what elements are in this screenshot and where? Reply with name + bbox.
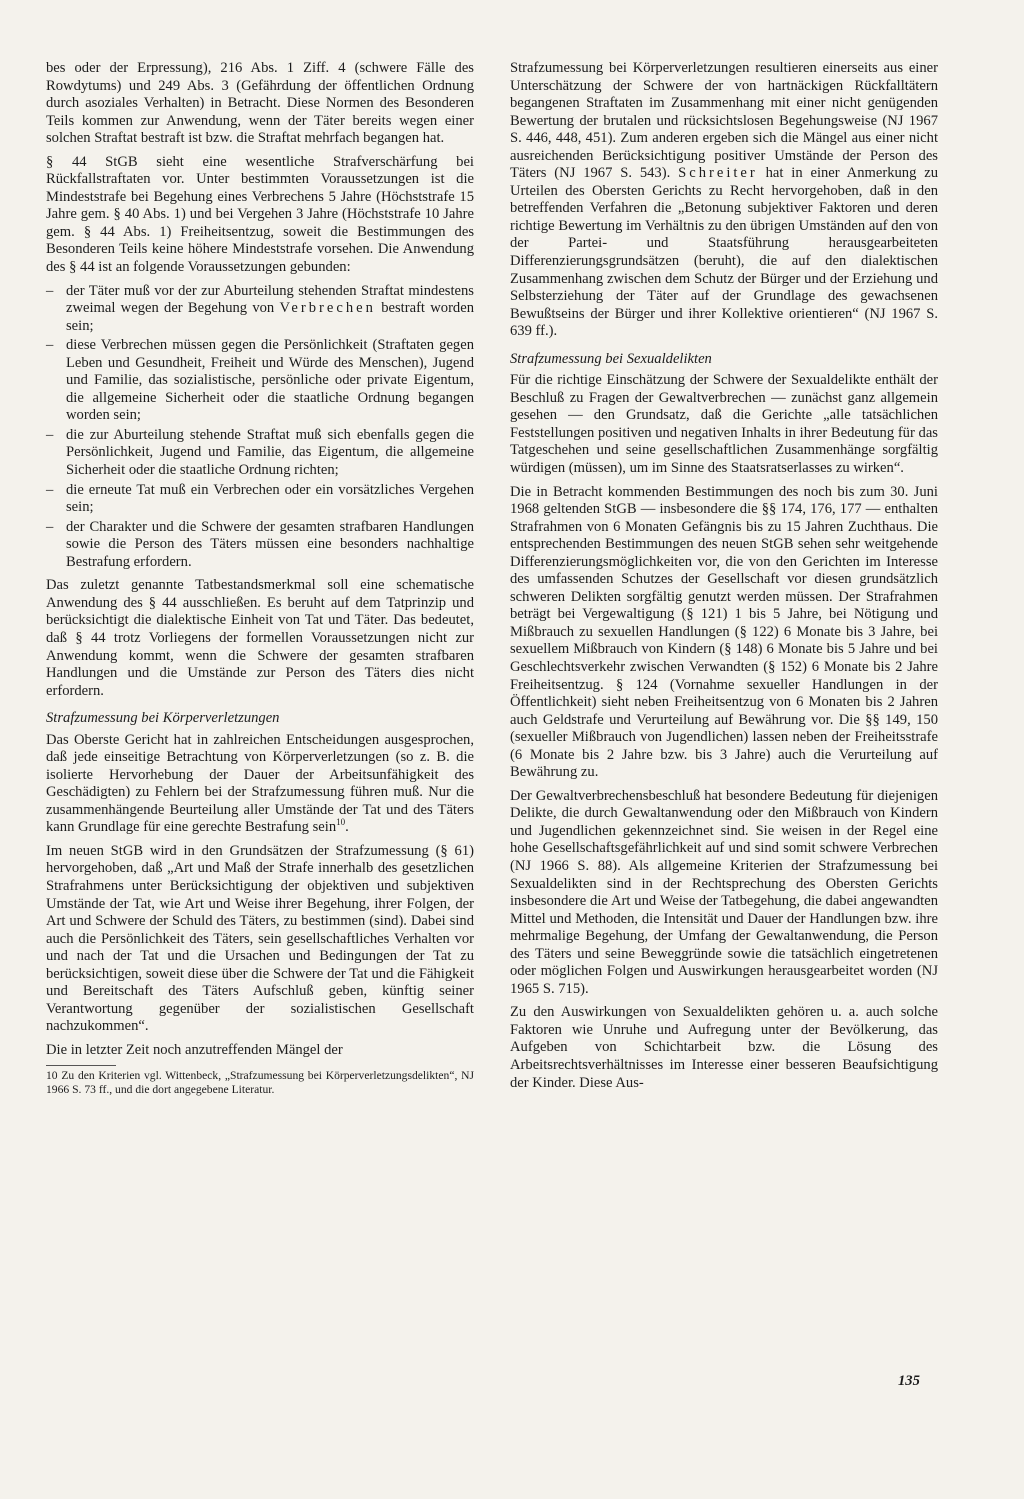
paragraph-text: Strafzumessung bei Körperverletzungen resultieren einerseits aus einer Unterschätzung der Schwere der von hartnäckigen Rückfalltätern begangenen Straftaten im Zusammenhang mit einer nicht genügenden Bewertung der brutalen und rücksichtslosen Begehungsweise (NJ 1967 S. 446, 448, 451). Zum anderen ergeben sich die Mängel aus einer nicht ausreichenden Berücksichtigung positiver Umstände der Person des Täters (NJ 1967 S. 543). bbox=[510, 60, 938, 182]
paragraph-text: hat in einer Anmerkung zu Urteilen des Obersten Gerichts zu Recht hervorgehoben, daß in den betreffenden Verfahren die „Betonung subjektiver Faktoren und deren richtige Bewertung im Verhältnis zu den übrigen Umständen auf den von der Partei- und Staatsführung herausgearbeiteten Differenzierungsgrundsätzen (beruht), die auf den dialektischen Zusammenhang zwischen dem Schutz der Bürger und der Erziehung und Selbsterziehung der Täter auf der Grundlage des gewachsenen Bewußtseins der Bürger und ihrer Kollektive orientieren“ (NJ 1967 S. 639 ff.). bbox=[510, 165, 938, 340]
paragraph: Zu den Auswirkungen von Sexualdelikten gehören u. a. auch solche Faktoren wie Unruhe und Aufregung unter der Bevölkerung, das Aufgeben von Schichtarbeit bzw. die Lösung des Arbeitsrechtsverhältnisses im Interesse einer besseren Beaufsichtigung der Kinder. Diese Aus- bbox=[510, 1004, 938, 1091]
list-item: – die erneute Tat muß ein Verbrechen oder ein vorsätzliches Vergehen sein; bbox=[46, 482, 474, 517]
section-heading: Strafzumessung bei Körperverletzungen bbox=[46, 710, 280, 727]
left-column bbox=[46, 60, 474, 1097]
footnote: 10 Zu den Kriterien vgl. Wittenbeck, „Strafzumessung bei Körperverletzungsdelikten“, NJ 1966 S. 73 ff., und die dort angegebene Literatur. bbox=[46, 1069, 474, 1097]
paragraph: Das zuletzt genannte Tatbestandsmerkmal soll eine schematische Anwendung des § 44 ausschließen. Es beruht auf dem Tatprinzip und berücksichtigt die dialektische Einheit von Tat und Täter. Das bedeutet, daß § 44 trotz Vorliegens der formellen Voraussetzungen nicht zur Anwendung kommt, wenn die Schwere der gesamten strafbaren Handlungen und die Umstände zur Person des Täters dies nicht erfordern. bbox=[46, 577, 474, 699]
paragraph: bes oder der Erpressung), 216 Abs. 1 Ziff. 4 (schwere Fälle des Rowdytums) und 249 Abs. 3 (Gefährdung der öffentlichen Ordnung durch asoziales Verhalten) in Betracht. Diese Normen des Besonderen Teils kommen zur Anwendung, wenn der Täter bereits wegen einer solchen Straftat bestraft ist bzw. die Straftat mehrfach begangen hat. bbox=[46, 60, 474, 147]
requirements-list bbox=[46, 283, 474, 572]
spaced-word: Schreiter bbox=[678, 165, 758, 182]
list-item bbox=[46, 283, 474, 336]
list-item-text: bestraft worden sein; bbox=[66, 300, 474, 334]
paragraph: Das Oberste Gericht hat in zahlreichen Entscheidungen ausgesprochen, daß jede einseitige Betrachtung von Körperverletzungen (so z. B. die isolierte Hervorhebung der Dauer der Arbeitsunfähigkeit des Geschädigten) zu Fehlern bei der Strafzumessung führen muß. Nur die zusammenhängende Beurteilung aller Umstände der Tat und des Täters kann Grundlage für eine gerechte Bestrafung sein$^{10}$. bbox=[46, 731, 474, 836]
right-column bbox=[510, 60, 938, 1098]
paragraph: Im neuen StGB wird in den Grundsätzen der Strafzumessung (§ 61) hervorgehoben, daß „Art und Maß der Strafe innerhalb des gesetzlichen Strafrahmens unter Berücksichtigung der objektiven und subjektiven Umstände der Tat, wie Art und Weise ihrer Begehung, ihrer Folgen, der Art und Schwere der Schuld des Täters, zu bestimmen (sind). Dabei sind auch die Persönlichkeit des Täters, sein gesellschaftliches Verhalten vor und nach der Tat und die Ursachen und Bedingungen der Tat zu berücksichtigen, soweit diese über die Schwere der Tat und die Fähigkeit und Bereitschaft des Täters Aufschluß geben, künftig seiner Verantwortung gegenüber der sozialistischen Gesellschaft nachzukommen“. bbox=[46, 842, 474, 1035]
paragraph: Für die richtige Einschätzung der Schwere der Sexualdelikte enthält der Beschluß zu Fragen der Gewaltverbrechen — zunächst ganz allgemein gesehen — den Grundsatz, daß die Gerichte „alle tatsächlichen Feststellungen positiven und negativen Inhalts in ihrer Bedeutung für das Tatgeschehen und seine gesellschaftlichen Zusammenhänge sorgfältig würdigen (müssen), um im Sinne des Staatsratserlasses zu wirken“. bbox=[510, 372, 938, 476]
spaced-word: Verbrechen bbox=[279, 300, 376, 317]
paragraph: Der Gewaltverbrechensbeschluß hat besondere Bedeutung für diejenigen Delikte, die durch Gewaltanwendung oder den Mißbrauch von Kindern und Jugendlichen gekennzeichnet sind. Sie weisen in der Regel eine hohe Gesellschaftsgefährlichkeit auf und sind somit schwere Verbrechen (NJ 1966 S. 88). Als allgemeine Kriterien der Strafzumessung bei Sexualdelikten sind in der Rechtsprechung des Obersten Gerichts insbesondere die Art und Weise der Tatbegehung, die dabei angewandten Mittel und Methoden, die Intensität und Dauer der Handlungen bzw. ihre mehrmalige Begehung, der Umfang der Gewaltanwendung, die Person des Täters und seine Beweggründe sowie die tatsächlich eingetretenen oder möglichen Folgen und Auswirkungen herausgearbeitet worden (NJ 1965 S. 715). bbox=[510, 787, 938, 997]
footnote-rule bbox=[46, 1065, 116, 1066]
list-item: – die zur Aburteilung stehende Straftat muß sich ebenfalls gegen die Persönlichkeit, Jugend und Familie, das Eigentum, die allgemeine Sicherheit oder die staatliche Ordnung richten; bbox=[46, 427, 474, 480]
list-item: – der Charakter und die Schwere der gesamten strafbaren Handlungen sowie die Person des Täters müssen eine besonders nachhaltige Bestrafung erfordern. bbox=[46, 519, 474, 572]
paragraph bbox=[510, 60, 938, 341]
list-item-text: der Täter muß vor der zur Aburteilung stehenden Straftat mindestens zweimal wegen der Begehung von bbox=[66, 282, 474, 317]
paragraph: Die in Betracht kommenden Bestimmungen des noch bis zum 30. Juni 1968 geltenden StGB — insbesondere die §§ 174, 176, 177 — enthalten Strafrahmen von 6 Monaten Gefängnis bis zu 15 Jahren Zuchthaus. Die entsprechenden Bestimmungen des neuen StGB sehen sehr weitgehende Differenzierungsmöglichkeiten vor, die von den Gerichten im Interesse des umfassenden Schutzes der Gesellschaft vor diesen grundsätzlich schweren Delikten sorgfältig genutzt werden müssen. Der Strafrahmen beträgt bei Vergewaltigung (§ 121) 1 bis 5 Jahre, bei Nötigung und Mißbrauch zu sexuellen Handlungen (§ 122) 6 Monate bis 3 Jahre, bei sexuellem Mißbrauch von Kindern (§ 148) 6 Monate bis 5 Jahre und bei Geschlechtsverkehr zwischen Verwandten (§ 152) 6 Monate bis 2 Jahre Freiheitsentzug. § 124 (Vornahme sexueller Handlungen in der Öffentlichkeit) sieht neben Freiheitsentzug von 6 Monaten bis 2 Jahren auch Geldstrafe und Verurteilung auf Bewährung vor. Die §§ 149, 150 (sexueller Mißbrauch von Jugendlichen) lassen neben der Freiheitsstrafe (6 Monate bis 2 Jahre bzw. bis 3 Jahre) auch die Verurteilung auf Bewährung zu. bbox=[510, 483, 938, 781]
paragraph: Die in letzter Zeit noch anzutreffenden Mängel der bbox=[46, 1041, 343, 1058]
section-heading: Strafzumessung bei Sexualdelikten bbox=[510, 350, 712, 367]
page-number: 135 bbox=[898, 1373, 920, 1389]
paragraph-text: Das Oberste Gericht hat in zahlreichen Entscheidungen ausgesprochen, daß jede einseitige Betrachtung von Körperverletzungen (so z. B. die isolierte Hervorhebung der Dauer der Arbeitsunfähigkeit des Geschädigten) zu Fehlern bei der Strafzumessung führen muß. Nur die zusammenhängende Beurteilung aller Umstände der Tat und des Täters kann Grundlage für eine gerechte Bestrafung sein bbox=[46, 731, 474, 836]
paragraph: § 44 StGB sieht eine wesentliche Strafverschärfung bei Rückfallstraftaten vor. Unter bestimmten Voraussetzungen ist die Mindeststrafe bei Begehung eines Verbrechens 5 Jahre (Höchststrafe 15 Jahre gem. § 40 Abs. 1) und bei Vergehen 3 Jahre (Höchststrafe 10 Jahre gem. § 44 Abs. 1) Freiheitsentzug, soweit die Bestimmungen des Besonderen Teils keine höhere Mindeststrafe vorsehen. Die Anwendung des § 44 ist an folgende Voraussetzungen gebunden: bbox=[46, 153, 474, 276]
list-item: – diese Verbrechen müssen gegen die Persönlichkeit (Straftaten gegen Leben und Gesundheit, Freiheit und Würde des Menschen), Jugend und Familie, das sozialistische, persönliche oder private Eigentum, die allgemeine Sicherheit oder die staatliche Ordnung begangen worden sein; bbox=[46, 337, 474, 425]
footnote-ref: 10 bbox=[336, 817, 346, 828]
